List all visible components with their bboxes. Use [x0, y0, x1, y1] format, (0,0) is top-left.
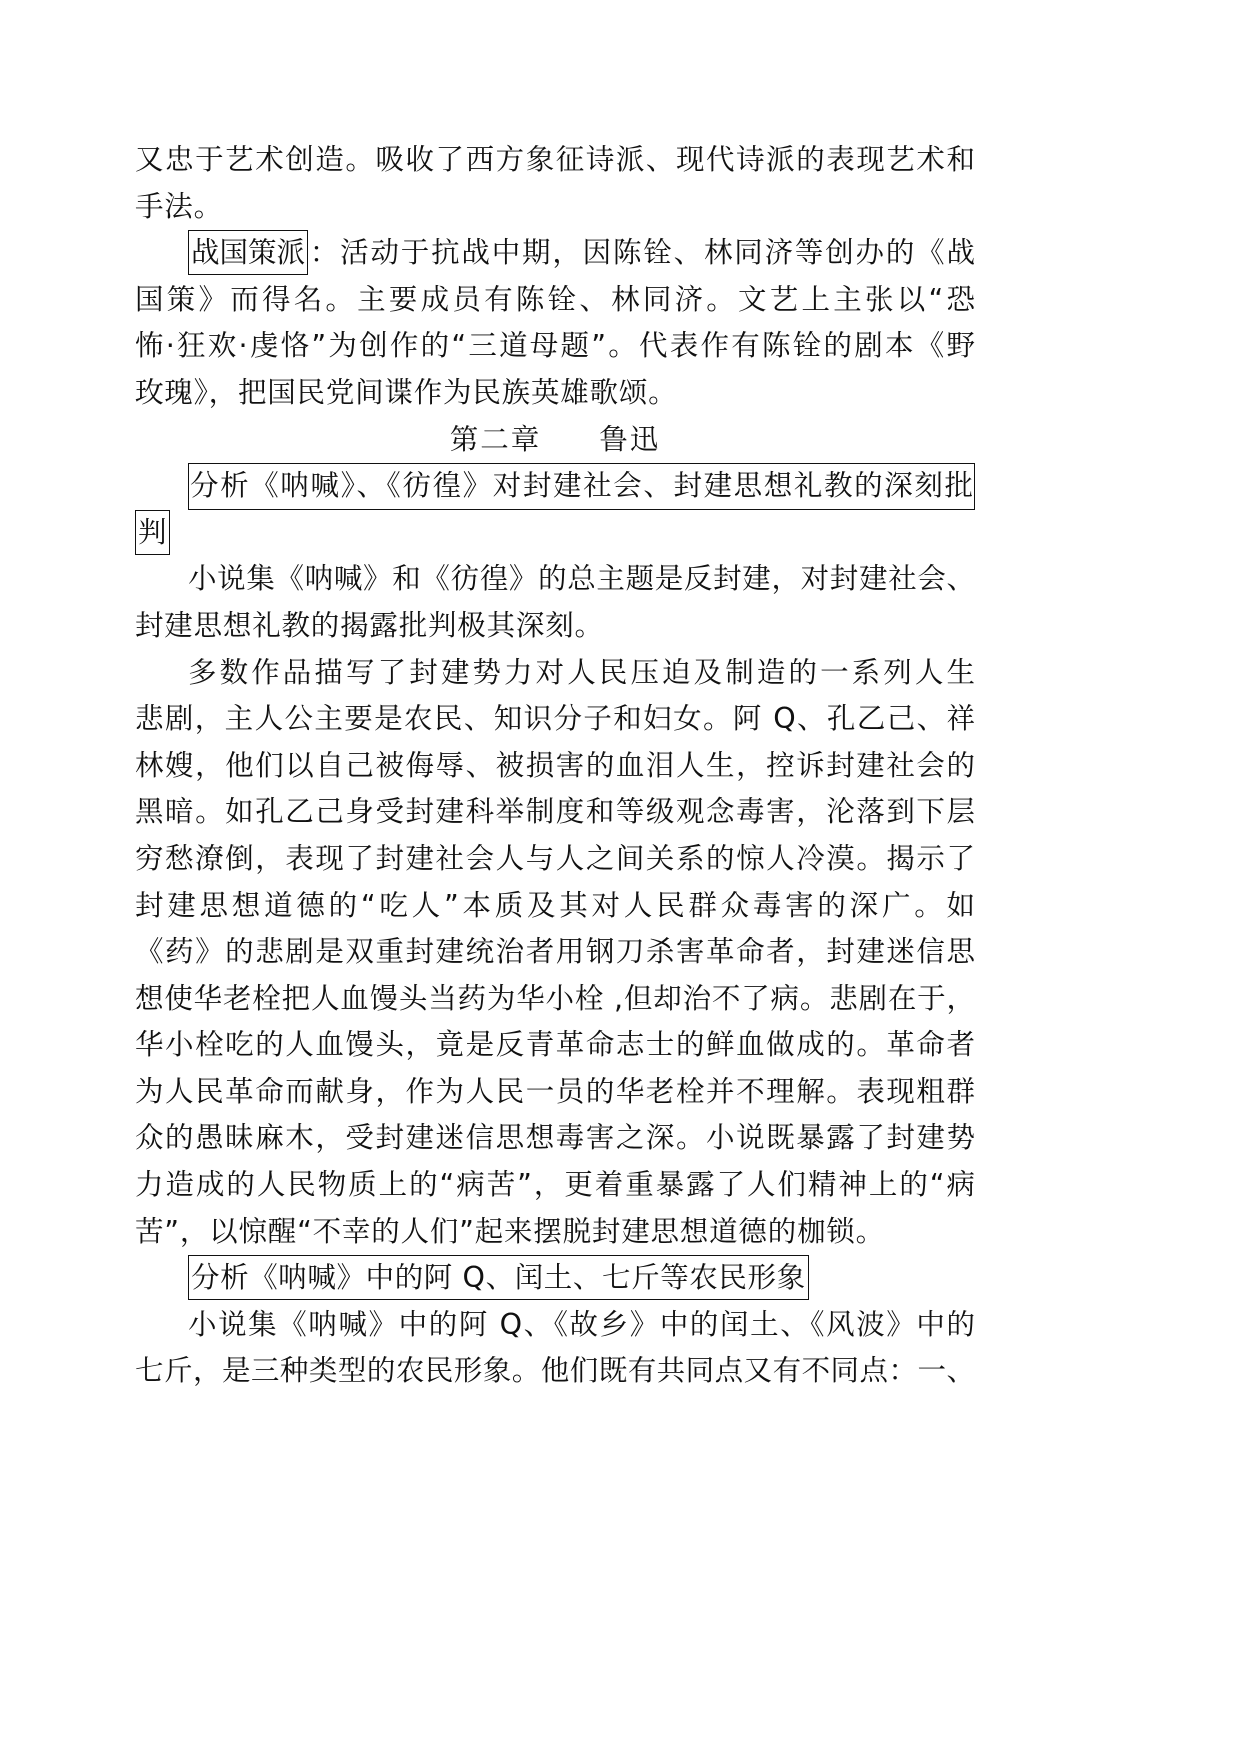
- text-line: 悲剧，主人公主要是农民、知识分子和妇女。阿 Q、孔乙己、祥: [135, 702, 975, 736]
- text-line: 手法。: [135, 189, 223, 223]
- text-line: [135, 230, 975, 277]
- paragraph: [135, 650, 975, 1256]
- paragraph-zhanguoce: [135, 230, 975, 416]
- text-line: 力造成的人民物质上的“病苦”，更着重暴露了人们精神上的“病: [135, 1168, 975, 1202]
- text-line: 林嫂，他们以自己被侮辱、被损害的血泪人生，控诉封建社会的: [135, 748, 975, 782]
- chapter-title: [135, 417, 975, 464]
- section-heading-continuation: [135, 510, 975, 557]
- document-body: [135, 137, 975, 1395]
- text-line: 小说集《呐喊》和《彷徨》的总主题是反封建，对封建社会、: [188, 562, 975, 596]
- text-line: 为人民革命而献身，作为人民一员的华老栓并不理解。表现粗群: [135, 1074, 975, 1108]
- text-line: 封建思想道德的“吃人”本质及其对人民群众毒害的深广。如: [135, 888, 975, 922]
- boxed-term: 战国策派: [188, 230, 308, 275]
- text-line: 《药》的悲剧是双重封建统治者用钢刀杀害革命者，封建迷信思: [135, 935, 975, 969]
- text-line: 华小栓吃的人血馒头，竟是反青革命志士的鲜血做成的。革命者: [135, 1028, 975, 1062]
- text-line: 穷愁潦倒，表现了封建社会人与人之间关系的惊人冷漠。揭示了: [135, 841, 975, 875]
- text-line: 苦”，以惊醒“不幸的人们”起来摆脱封建思想道德的枷锁。: [135, 1214, 885, 1248]
- section-heading-tail: 判: [135, 510, 170, 555]
- text-line: 又忠于艺术创造。吸收了西方象征诗派、现代诗派的表现艺术和: [135, 143, 975, 176]
- term-definition-text: ：活动于抗战中期，因陈铨、林同济等创办的《战: [308, 236, 975, 270]
- chapter-name: 鲁迅: [599, 422, 661, 456]
- text-line: 怖·狂欢·虔恪”为创作的“三道母题”。代表作有陈铨的剧本《野: [135, 329, 975, 363]
- section-heading-row: [135, 1255, 975, 1302]
- text-line: 众的愚昧麻木，受封建迷信思想毒害之深。小说既暴露了封建势: [135, 1121, 975, 1155]
- text-line: 小说集《呐喊》中的阿 Q、《故乡》中的闰土、《风波》中的: [188, 1307, 975, 1341]
- paragraph-intro: [135, 137, 975, 230]
- section-heading: 分析《呐喊》中的阿 Q、闰土、七斤等农民形象: [188, 1255, 809, 1300]
- chapter-number: 第二章: [449, 422, 542, 456]
- paragraph: [135, 1302, 975, 1395]
- text-line: 封建思想礼教的揭露批判极其深刻。: [135, 608, 604, 642]
- text-line: 玫瑰》，把国民党间谍作为民族英雄歌颂。: [135, 375, 678, 409]
- paragraph: [135, 556, 975, 649]
- text-line: 想使华老栓把人血馒头当药为华小栓 ,但却治不了病。悲剧在于，: [135, 981, 975, 1015]
- text-line: 黑暗。如孔乙己身受封建科举制度和等级观念毒害，沦落到下层: [135, 795, 975, 829]
- text-line: 七斤，是三种类型的农民形象。他们既有共同点又有不同点：一、: [135, 1354, 975, 1388]
- section-heading: 分析《呐喊》、《彷徨》对封建社会、封建思想礼教的深刻批: [188, 463, 975, 510]
- text-line: 多数作品描写了封建势力对人民压迫及制造的一系列人生: [188, 655, 975, 689]
- text-line: 国策》而得名。主要成员有陈铨、林同济。文艺上主张以“恐: [135, 282, 975, 316]
